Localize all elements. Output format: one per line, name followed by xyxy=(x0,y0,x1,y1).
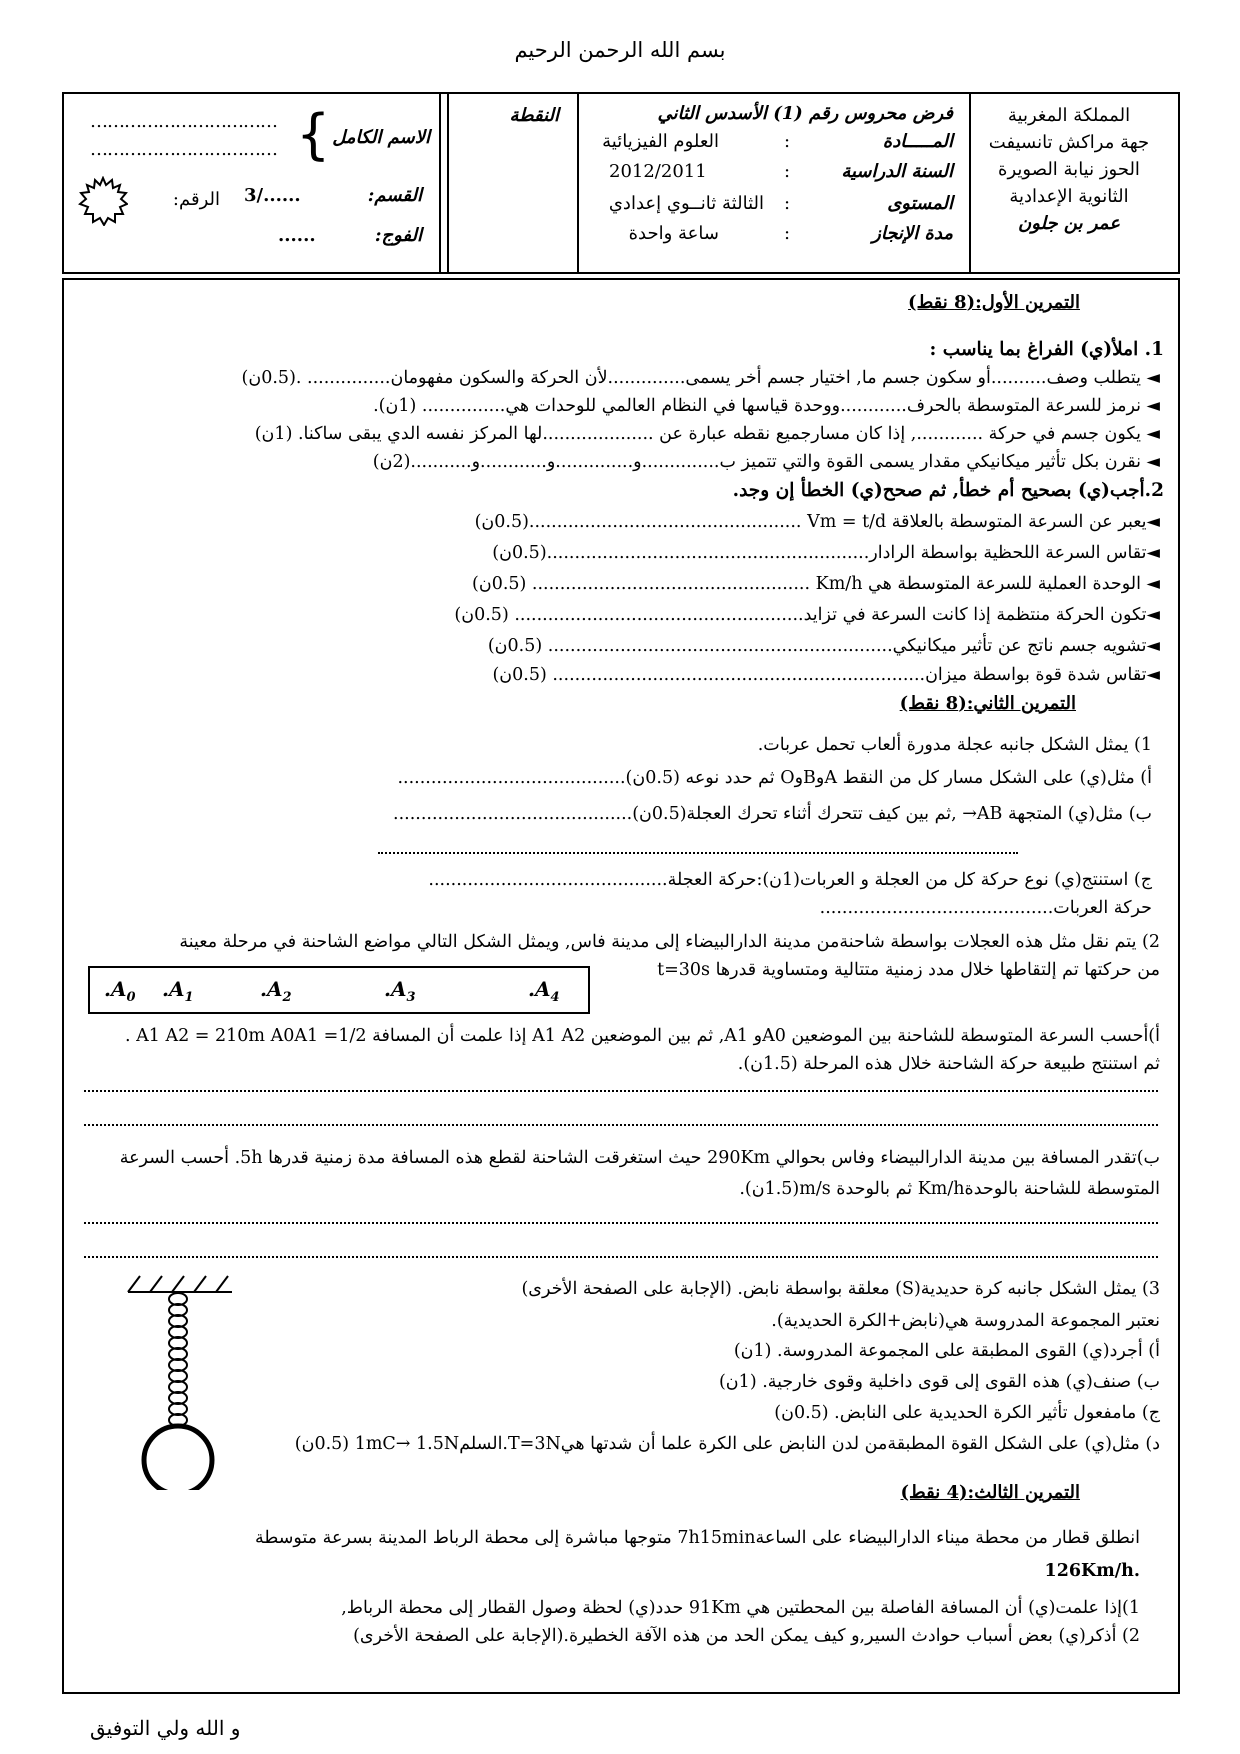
ex3-intro-1: انطلق قطار من محطة ميناء الدارالبيضاء على الساعة7h15min متوجها مباشرة إلى محطة الرباط المدينة بسرعة متوسطة xyxy=(254,1528,1140,1548)
ex2-p3-b: ب) صنف(ي) هذه القوى إلى قوى داخلية وقوى خارجية. (1ن) xyxy=(718,1372,1160,1392)
exam-info xyxy=(579,100,959,266)
brace-symbol: { xyxy=(296,103,331,166)
ex2-p2-b-1: ب)تقدر المسافة بين مدينة الدارالبيضاء وفاس بحوالي 290Km حيث استغرقت الشاحنة لقطع هذه المسافة مدة زمنية قدرها 5h. أحسب السرعة xyxy=(119,1148,1160,1168)
year-value: 2012/2011 xyxy=(609,161,707,182)
ex2-p1-c: ج) استنتج(ي) نوع حركة كل من العجلة و العربات(1ن):حركة العجلة........................................... xyxy=(428,870,1152,890)
position-a0: $.A_0$ xyxy=(104,977,136,1005)
ex1-q2-item: ◄تشويه جسم ناتج عن تأثير ميكانيكي.............................................................. (0.5ن) xyxy=(487,636,1160,656)
header-box xyxy=(62,92,1180,274)
ex2-p2-a-1: أ)أحسب السرعة المتوسطة للشاحنة بين الموضعين A0و A1, ثم بين الموضعين A1 A2 إذا علمت أن المسافة A1 A2 = 210m A0A1 =1/2 . xyxy=(124,1026,1160,1046)
closing-phrase: و الله ولي التوفيق xyxy=(90,1716,241,1740)
iron-ball xyxy=(144,1426,212,1490)
ex2-p3-a: أ) أجرد(ي) القوى المطبقة على المجموعة المدروسة. (1ن) xyxy=(733,1341,1160,1361)
school-name: عمر بن جلون xyxy=(1018,213,1120,234)
level-colon: : xyxy=(784,193,791,214)
school-line-1: المملكة المغربية xyxy=(1007,105,1131,126)
ex2-p2-intro-2: من حركتها تم إلتقاطها خلال مدد زمنية متتالية ومتساوية قدرها t=30s xyxy=(657,960,1160,980)
ex1-q2-item: ◄ الوحدة العملية للسرعة المتوسطة هي Km/h .................................................. (0.5ن) xyxy=(472,574,1160,594)
header-divider-1 xyxy=(969,94,971,272)
ex1-q1-item: ◄ يكون جسم في حركة ............, إذا كان مسارجميع نقطه عبارة عن ....................لها المركز نفسه الدي يبقى ساكنا. (1ن) xyxy=(254,424,1160,444)
position-a1: $.A_1$ xyxy=(162,977,194,1005)
truck-positions-box xyxy=(88,966,590,1014)
school-info xyxy=(974,102,1164,237)
name-line-2[interactable]: …………………………… xyxy=(90,139,277,160)
group-value[interactable]: ...... xyxy=(278,225,316,246)
ex2-p3-c: ج) مامفعول تأثير الكرة الحديدية على النابض. (0.5ن) xyxy=(774,1403,1160,1423)
answer-line[interactable] xyxy=(84,1124,1158,1126)
duration-label: مدة الإنجاز xyxy=(872,223,953,244)
ex2-p2-a-2: ثم استنتج طبيعة حركة الشاحنة خلال هذه المرحلة (1.5ن). xyxy=(737,1054,1160,1074)
answer-line[interactable] xyxy=(378,852,1018,854)
position-a3: $.A_3$ xyxy=(384,977,416,1005)
number-label: الرقم: xyxy=(172,189,220,210)
class-value[interactable]: 3/...... xyxy=(244,185,301,206)
subject-label: المـــــادة xyxy=(882,131,953,152)
ex1-q1-item: ◄ نرمز للسرعة المتوسطة بالحرف............ووحدة قياسها في النظام العالمي للوحدات هي............... (1ن). xyxy=(373,396,1160,416)
header-divider-2 xyxy=(577,94,579,272)
answer-line[interactable] xyxy=(84,1222,1158,1224)
ex2-title: التمرين الثاني:(8 نقط) xyxy=(899,693,1076,714)
ex3-intro-2: 126Km/h. xyxy=(1044,1561,1140,1581)
subject-colon: : xyxy=(784,131,791,152)
ex3-q1: 1)إذا علمت(ي) أن المسافة الفاصلة بين المحطتين هي 91Km حدد(ي) لحظة وصول القطار إلى محطة الرباط, xyxy=(341,1598,1140,1618)
score-seal-icon xyxy=(78,176,128,226)
header-divider-3b xyxy=(439,94,441,272)
school-line-4: الثانوية الإعدادية xyxy=(1009,186,1129,207)
spring-ball-figure xyxy=(120,1270,232,1490)
duration-colon: : xyxy=(784,223,791,244)
year-label: السنة الدراسية xyxy=(841,161,953,182)
ex2-p1-a: أ) مثل(ي) على الشكل مسار كل من النقط AوBوO ثم حدد نوعه (0.5ن)......................................... xyxy=(397,768,1152,788)
ex3-title: التمرين الثالث:(4 نقط) xyxy=(900,1482,1080,1503)
school-line-2: جهة مراكش تانسيفت xyxy=(988,132,1150,153)
level-label: المستوى xyxy=(887,193,953,214)
ex2-p2-b-2: المتوسطة للشاحنة بالوحدةKm/h ثم بالوحدة m/s(1.5ن). xyxy=(739,1179,1160,1199)
ex1-q2-item: ◄تكون الحركة منتظمة إذا كانت السرعة في تزايد.................................................... (0.5ن) xyxy=(454,605,1160,625)
level-value: الثالثة ثانــوي إعدادي xyxy=(608,193,764,214)
ex2-p3-intro: 3) يمثل الشكل جانبه كرة حديدية(S) معلقة بواسطة نابض. (الإجابة على الصفحة الأخرى) xyxy=(521,1279,1160,1299)
ex2-p1-b: ب) مثل(ي) المتجهة AB→ ,ثم بين كيف تتحرك أثناء تحرك العجلة(0.5ن)........................................... xyxy=(393,804,1152,824)
answer-line[interactable] xyxy=(84,1256,1158,1258)
ex1-q2-item: ◄يعبر عن السرعة المتوسطة بالعلاقة Vm = t/d .................................................(0.5ن) xyxy=(474,512,1160,532)
class-label: القسم: xyxy=(367,185,422,206)
ex1-title: التمرين الأول:(8 نقط) xyxy=(908,292,1080,313)
grade-label: النقطة xyxy=(509,105,559,126)
ex3-q2: 2) أذكر(ي) بعض أسباب حوادث السير,و كيف يمكن الحد من هذه الآفة الخطيرة.(الإجابة على الصفحة الأخرى) xyxy=(353,1626,1140,1646)
ex2-p1-c2: حركة العربات.......................................... xyxy=(819,898,1152,918)
subject-value: العلوم الفيزيائية xyxy=(602,131,719,152)
ex1-q1-item: ◄ يتطلب وصف..........أو سكون جسم ما, اختيار جسم أخر يسمى..............لأن الحركة والسكون مفهومان............... .(0.5ن) xyxy=(241,368,1160,388)
school-line-3: الحوز نيابة الصويرة xyxy=(998,159,1140,180)
ex2-p1-intro: 1) يمثل الشكل جانبه عجلة مدورة ألعاب تحمل عربات. xyxy=(757,735,1152,755)
ex2-p3-system: نعتبر المجموعة المدروسة هي(نابض+الكرة الحديدية). xyxy=(771,1311,1160,1331)
ex1-q1-item: ◄ نقرن بكل تأثير ميكانيكي مقدار يسمى القوة والتي تتميز ب..............و..............و............و...........(2ن) xyxy=(372,452,1160,472)
ex1-q2-item: ◄تقاس شدة قوة بواسطة ميزان................................................................... (0.5ن) xyxy=(492,665,1160,685)
ceiling-hatch xyxy=(128,1276,232,1292)
ex2-p3-d: د) مثل(ي) على الشكل القوة المطبقةمن لدن النابض على الكرة علما أن شدتها هيT=3N.السلم1mC→ 1.5N (0.5ن) xyxy=(294,1434,1160,1454)
name-label: الاسم الكامل xyxy=(332,127,430,148)
ex1-q2-item: ◄تقاس السرعة اللحظية بواسطة الرادار..........................................................(0.5ن) xyxy=(492,543,1160,563)
position-a2: $.A_2$ xyxy=(260,977,292,1005)
position-a4: $.A_4$ xyxy=(528,977,560,1005)
year-colon: : xyxy=(784,161,791,182)
answer-line[interactable] xyxy=(84,1090,1158,1092)
ex2-p2-intro-1: 2) يتم نقل مثل هذه العجلات بواسطة شاحنةمن مدينة الدارالبيضاء إلى مدينة فاس, ويمثل الشكل التالي مواضع الشاحنة في مرحلة معينة xyxy=(179,932,1160,952)
header-divider-3 xyxy=(447,94,449,272)
exam-title: فرض محروس رقم (1) الأسدس الثاني xyxy=(657,103,953,124)
ex1-q2-title: 2.أجب(ي) بصحيح أم خطأ, ثم صحح(ي) الخطأ إن وجد. xyxy=(732,480,1164,501)
duration-value: ساعة واحدة xyxy=(628,223,719,244)
bismillah-heading: بسم الله الرحمن الرحيم xyxy=(514,38,726,62)
group-label: الفوج: xyxy=(374,225,422,246)
name-line-1[interactable]: …………………………… xyxy=(90,111,277,132)
ex1-q1-title: 1. املأ(ي) الفراغ بما يناسب : xyxy=(929,339,1164,360)
spring-coils xyxy=(169,1293,187,1426)
